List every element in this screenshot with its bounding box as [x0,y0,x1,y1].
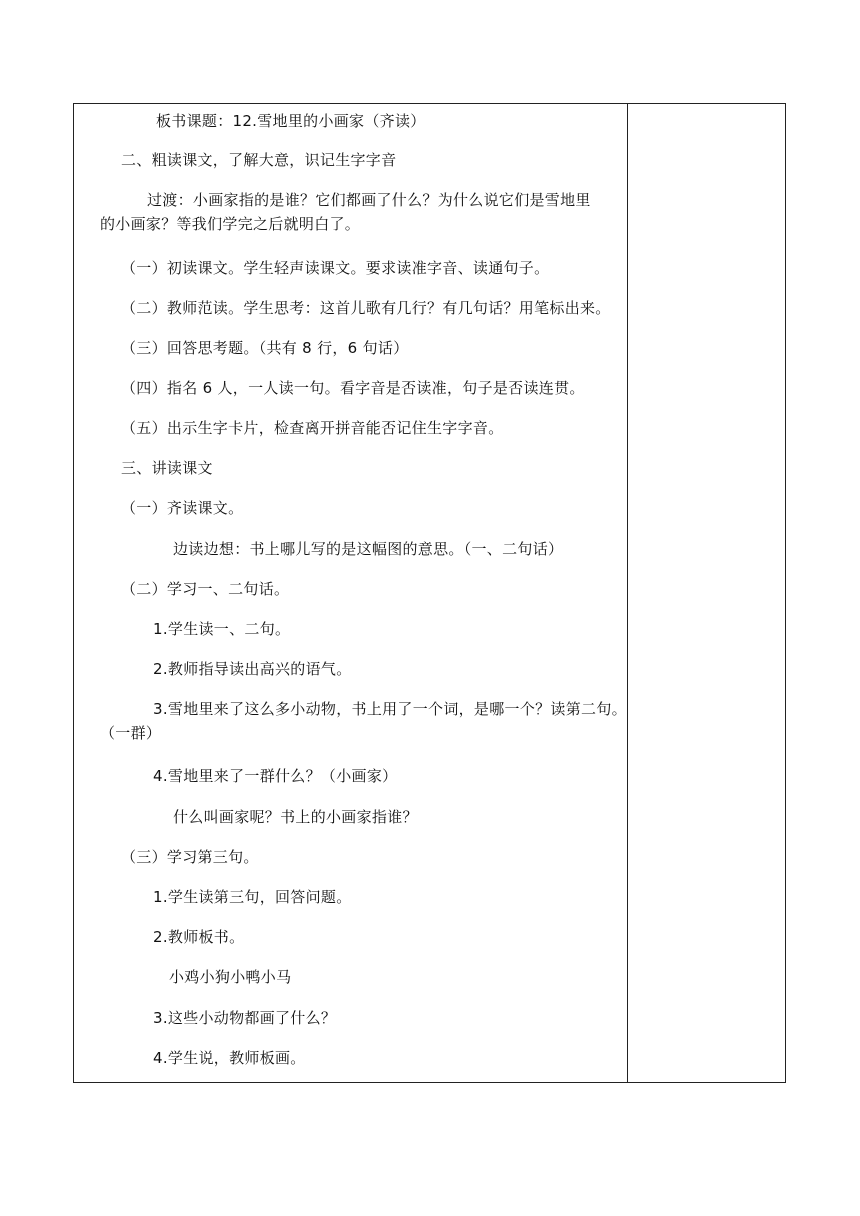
text-line: （三）回答思考题。（共有 8 行，6 句话） [121,339,409,357]
text-line: 3.这些小动物都画了什么？ [153,1009,337,1027]
text-line: 过渡：小画家指的是谁？它们都画了什么？为什么说它们是雪地里 [147,191,591,209]
text-line: （三）学习第三句。 [121,848,259,866]
text-line: 板书课题：12.雪地里的小画家（齐读） [156,112,426,130]
text-line: 小鸡小狗小鸭小马 [169,968,292,986]
text-line: （一）齐读课文。 [121,499,244,517]
text-line: 边读边想：书上哪儿写的是这幅图的意思。（一、二句话） [173,540,564,558]
text-line: （二）学习一、二句话。 [121,580,290,598]
text-line: 2.教师指导读出高兴的语气。 [153,660,352,678]
text-line: 二、粗读课文，了解大意，识记生字字音 [121,151,397,169]
text-line: 4.雪地里来了一群什么？（小画家） [153,767,398,785]
text-line: 3.雪地里来了这么多小动物，书上用了一个词，是哪一个？读第二句。 [153,700,627,718]
text-line: 1.学生读一、二句。 [153,620,291,638]
text-line: 什么叫画家呢？书上的小画家指谁？ [173,808,418,826]
text-line: （二）教师范读。学生思考：这首儿歌有几行？有几句话？用笔标出来。 [121,299,611,317]
text-line: （一群） [100,724,162,742]
text-line: 1.学生读第三句，回答问题。 [153,888,352,906]
text-line: 4.学生说，教师板画。 [153,1049,306,1067]
lesson-content-cell [74,104,627,1082]
text-line: （五）出示生字卡片，检查离开拼音能否记住生字字音。 [121,419,504,437]
text-line: 的小画家？等我们学完之后就明白了。 [100,215,361,233]
text-line: 三、讲读课文 [121,459,213,477]
text-line: 2.教师板书。 [153,928,245,946]
lesson-table [73,103,786,1083]
text-line: （四）指名 6 人，一人读一句。看字音是否读准，句子是否读连贯。 [121,379,585,397]
notes-cell [628,104,785,1082]
text-line: （一）初读课文。学生轻声读课文。要求读准字音、读通句子。 [121,259,550,277]
